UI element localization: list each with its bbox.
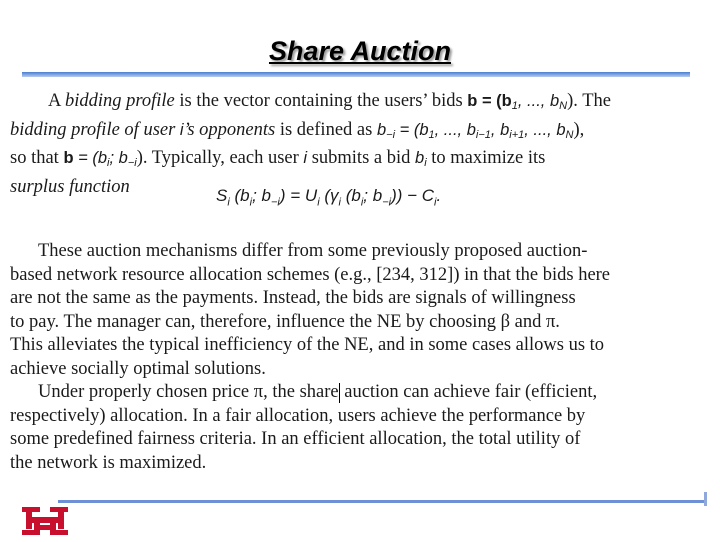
- text-line: [10, 119, 611, 148]
- text-run: is the vector containing the users’ bids: [174, 91, 468, 111]
- text-run: ),: [573, 119, 585, 140]
- text-line: achieve socially optimal solutions.: [10, 358, 266, 379]
- university-logo-icon: [20, 505, 70, 542]
- text-run: Under properly chosen price π, the share: [38, 382, 339, 402]
- math-bi: bi: [415, 149, 427, 169]
- text-line: [10, 147, 611, 176]
- text-line: some predefined fairness criteria. In an efficient allocation, the total utility of: [10, 429, 581, 449]
- text-line: [10, 90, 611, 119]
- paragraph-auction-mechanisms: [10, 240, 610, 381]
- text-run: submits a bid: [307, 148, 415, 168]
- math-opponent-bids: b−i = (b1, ..., bi−1, bi+1, ..., bN: [376, 120, 574, 141]
- text-run: so that: [10, 148, 64, 168]
- text-line: This alleviates the typical inefficiency of the NE, and in some cases allows us to: [10, 335, 605, 355]
- title-divider: [22, 72, 690, 77]
- text-line: respectively) allocation. In a fair allocation, users achieve the performance by: [10, 405, 586, 426]
- text-run: is defined as: [275, 119, 377, 140]
- term-opponents: ’s opponents: [183, 119, 276, 140]
- math-i: i: [303, 149, 308, 167]
- term-bidding-profile-user: bidding profile of user: [10, 119, 176, 140]
- text-line: are not the same as the payments. Instead, the bids are signals of willingness: [10, 288, 576, 308]
- slide-title: Share Auction: [268, 36, 452, 66]
- math-i: i: [175, 120, 184, 139]
- text-run: to maximize its: [426, 148, 546, 168]
- paragraph-price-allocation: [10, 381, 597, 475]
- text-run: ). The: [567, 91, 611, 111]
- term-bidding-profile: bidding profile: [64, 91, 175, 111]
- paragraph-bidding-profile: [10, 90, 611, 199]
- text-line: to pay. The manager can, therefore, influence the NE by choosing β and π.: [10, 311, 560, 332]
- footer-divider: [58, 500, 706, 503]
- surplus-equation: $S_i$ ($b_i$; $b_{-i}) = U_i$ ($\gamma_i$ ($b_i$; $b_{-i})) - C_i$.: [216, 186, 442, 209]
- text-line: based network resource allocation schemes (e.g., [234, 312]) in that the bids here: [10, 264, 611, 285]
- term-surplus-function: surplus function: [10, 176, 130, 197]
- text-line: the network is maximized.: [10, 452, 207, 473]
- text-run: A: [48, 91, 65, 111]
- math-bids: b = (b1, ..., bN: [467, 92, 568, 112]
- footer-divider-tick: [704, 492, 707, 506]
- text-line: [10, 381, 597, 405]
- text-run: ). Typically, each user: [136, 148, 304, 168]
- text-line: These auction mechanisms differ from some previously proposed auction-: [38, 241, 588, 261]
- text-run: auction can achieve fair (efficient,: [339, 382, 598, 402]
- math-b-split: b = (bi; b−i: [63, 149, 137, 169]
